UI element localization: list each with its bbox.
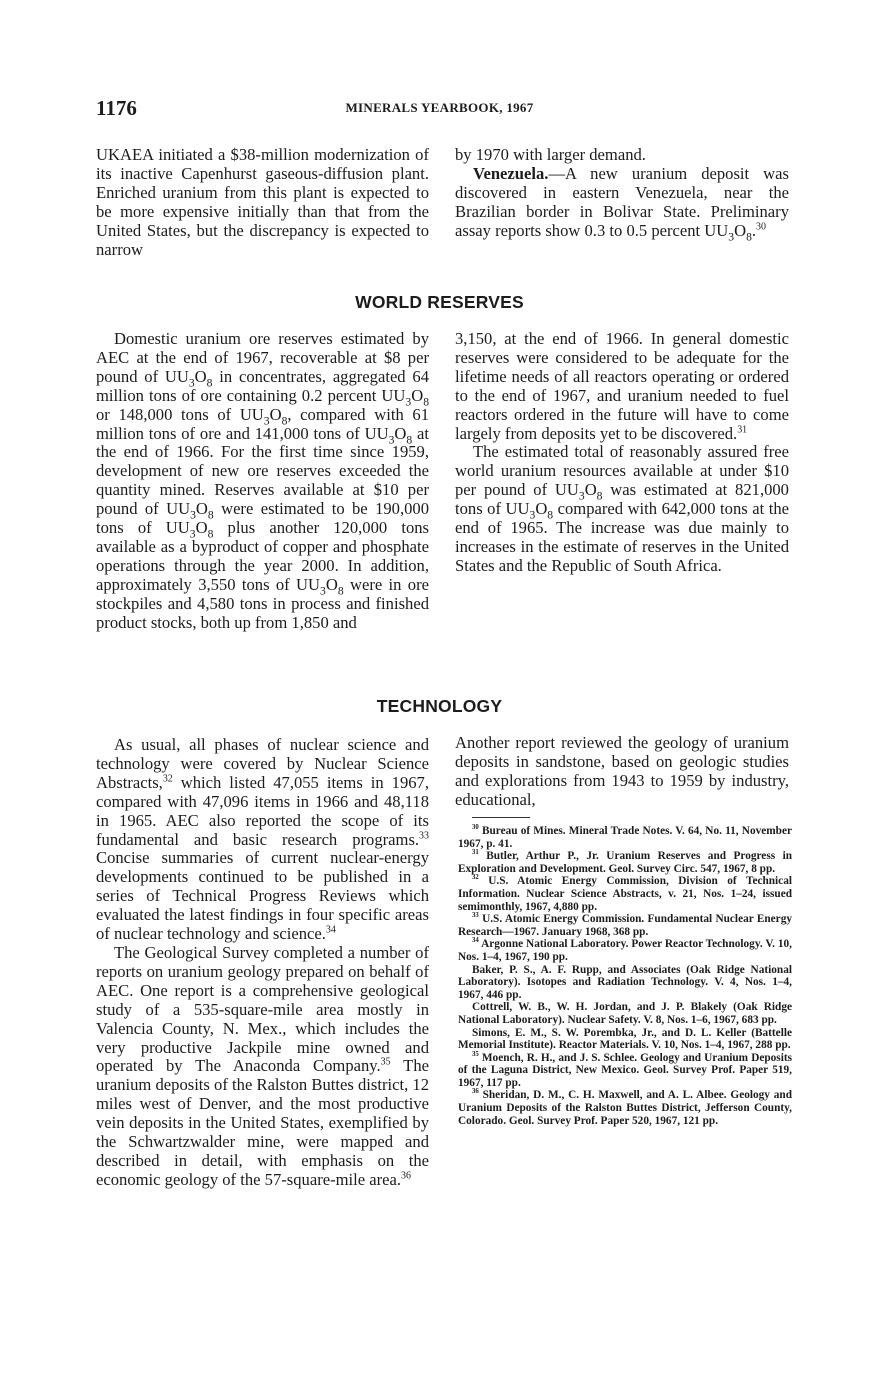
footnote-ref-30[interactable]: 30 bbox=[756, 221, 766, 233]
technology-left-column bbox=[96, 736, 429, 1190]
footnote-item: Simons, E. M., S. W. Porembka, Jr., and D. L. Keller (Battelle Memorial Institute). Reactor Materials. V. 10, Nos. 1–4, 1967, 288 pp. bbox=[458, 1026, 792, 1052]
footnote-item: $^{30}$ Bureau of Mines. Mineral Trade Notes. V. 64, No. 11, November 1967, p. 41. bbox=[458, 824, 792, 850]
running-title: MINERALS YEARBOOK, 1967 bbox=[345, 100, 534, 115]
footnote-item: $^{32}$ U.S. Atomic Energy Commission, Division of Technical Information. Nuclear Science Abstracts, v. 21, Nos. 1–24, issued semimonthly, 1967, 4,880 pp. bbox=[458, 874, 792, 913]
intro-continuation: by 1970 with larger demand. bbox=[455, 145, 646, 164]
technology-right-paragraph: Another report reviewed the geology of uranium deposits in sandstone, based on geologic studies and explorations from 1943 to 1959 by industry, educational, bbox=[455, 733, 789, 809]
footnote-ref-31[interactable]: 31 bbox=[737, 424, 748, 435]
footnotes-block bbox=[458, 825, 792, 1127]
venezuela-label: Venezuela. bbox=[473, 163, 549, 183]
footnote-item: $^{36}$ Sheridan, D. M., C. H. Maxwell, and A. L. Albee. Geology and Uranium Deposits of the Ralston Buttes District, Jefferson County, Colorado. Geol. Survey Prof. Paper 520, 1967, 121 pp. bbox=[458, 1088, 792, 1127]
footnote-item: $^{31}$ Butler, Arthur P., Jr. Uranium Reserves and Progress in Exploration and Development. Geol. Survey Circ. 547, 1967, 8 pp. bbox=[458, 849, 792, 875]
footnote-item: Baker, P. S., A. F. Rupp, and Associates (Oak Ridge National Laboratory). Isotopes and Radiation Technology. V. 4, Nos. 1–4, 1967, 446 pp. bbox=[458, 963, 792, 1001]
section-heading-technology: TECHNOLOGY bbox=[376, 696, 503, 716]
footnote-ref-32[interactable]: 32 bbox=[162, 773, 173, 785]
technology-right-column bbox=[455, 734, 789, 810]
footnote-divider bbox=[472, 817, 530, 818]
footnote-ref-33[interactable]: 33 bbox=[419, 830, 429, 841]
world-reserves-right-column bbox=[455, 330, 789, 576]
page-number: 1176 bbox=[96, 96, 137, 120]
footnote-item: Cottrell, W. B., W. H. Jordan, and J. P. Blakely (Oak Ridge National Laboratory). Nuclear Safety. V. 8, Nos. 1–6, 1967, 683 pp. bbox=[458, 1001, 792, 1026]
intro-left-column bbox=[96, 146, 429, 259]
technology-paragraph-2: The Geological Survey completed a number of reports on uranium geology prepared on behalf of AEC. One report is a comprehensive geological study of a 535-square-mile area mostly in Valencia County, N. Mex., which includes the very productive Jackpile mine owned and operated by The Anaconda Company.$^{35}$ The uranium deposits of the Ralston Buttes district, 12 miles west of Denver, and the most productive vein deposits in the United States, exemplified by the Schwartzwalder mine, were mapped and described in detail, with emphasis on the economic geology of the 57-square-mile area.$^{36}$ bbox=[96, 942, 429, 1189]
world-reserves-paragraph-1: Domestic uranium ore reserves estimated by AEC at the end of 1967, recoverable at $8 per pound of $UU_3O_8$ in concentrates, aggregated 64 million tons of ore containing 0.2 percent $UU_3O_8$ or 148,000 tons of $UU_3O_8$, compared with 61 million tons of ore and 141,000 tons of $UU_3O_8$ at the end of 1966. For the first time since 1959, development of new ore reserves exceeded the quantity mined. Reserves available at $10 per pound of $UU_3O_8$ were estimated to be 190,000 tons of $UU_3O_8$ plus another 120,000 tons available as a byproduct of copper and phosphate operations through the year 2000. In addition, approximately 3,550 tons of $UU_3O_8$ were in ore stockpiles and 4,580 tons in process and finished product stocks, both up from 1,850 and bbox=[96, 329, 429, 632]
footnote-ref-35[interactable]: 35 bbox=[380, 1056, 391, 1068]
footnote-item: $^{34}$ Argonne National Laboratory. Power Reactor Technology. V. 10, Nos. 1–4, 1967, 190 pp. bbox=[458, 937, 792, 963]
footnote-ref-34[interactable]: 34 bbox=[325, 924, 336, 936]
section-heading-world-reserves: WORLD RESERVES bbox=[355, 292, 524, 312]
world-reserves-paragraph-2: The estimated total of reasonably assured free world uranium resources available at under $10 per pound of $UU_3O_8$ was estimated at 821,000 tons of $UU_3O_8$ compared with 642,000 tons at the end of 1965. The increase was due mainly to increases in the estimate of reserves in the United States and the Republic of South Africa. bbox=[455, 442, 789, 575]
footnote-item: $^{33}$ U.S. Atomic Energy Commission. Fundamental Nuclear Energy Research—1967. January 1968, 368 pp. bbox=[458, 912, 792, 938]
footnote-ref-36[interactable]: 36 bbox=[401, 1170, 411, 1182]
venezuela-paragraph: Venezuela.—A new uranium deposit was discovered in eastern Venezuela, near the Brazilian border in Bolivar State. Preliminary assay reports show 0.3 to 0.5 percent $UU_3O_8.^{30}$ bbox=[455, 163, 789, 243]
footnote-item: $^{35}$ Moench, R. H., and J. S. Schlee. Geology and Uranium Deposits of the Laguna District, New Mexico. Geol. Survey Prof. Paper 519, 1967, 117 pp. bbox=[458, 1050, 792, 1089]
world-reserves-paragraph-1-continued: 3,150, at the end of 1966. In general domestic reserves were considered to be adequate for the lifetime needs of all reactors operating or ordered to the end of 1967, and uranium needed to fuel reactors ordered in the future will have to come largely from deposits yet to be discovered.$^{31}$ bbox=[455, 329, 789, 443]
intro-left-paragraph: UKAEA initiated a $38-million modernization of its inactive Capenhurst gaseous-diffusion plant. Enriched uranium from this plant is expected to be more expensive initially than that from the United States, but the discrepancy is expected to narrow bbox=[96, 145, 429, 259]
technology-paragraph-1: As usual, all phases of nuclear science and technology were covered by Nuclear Science Abstracts,$^{32}$ which listed 47,055 items in 1967, compared with 47,096 items in 1966 and 48,118 in 1965. AEC also reported the scope of its fundamental and basic research programs.$^{33}$ Concise summaries of current nuclear-energy developments continued to be published in a series of Technical Progress Reviews which evaluated the latest findings in four specific areas of nuclear technology and science.$^{34}$ bbox=[96, 735, 429, 944]
world-reserves-left-column bbox=[96, 330, 429, 633]
intro-right-column bbox=[455, 146, 789, 241]
